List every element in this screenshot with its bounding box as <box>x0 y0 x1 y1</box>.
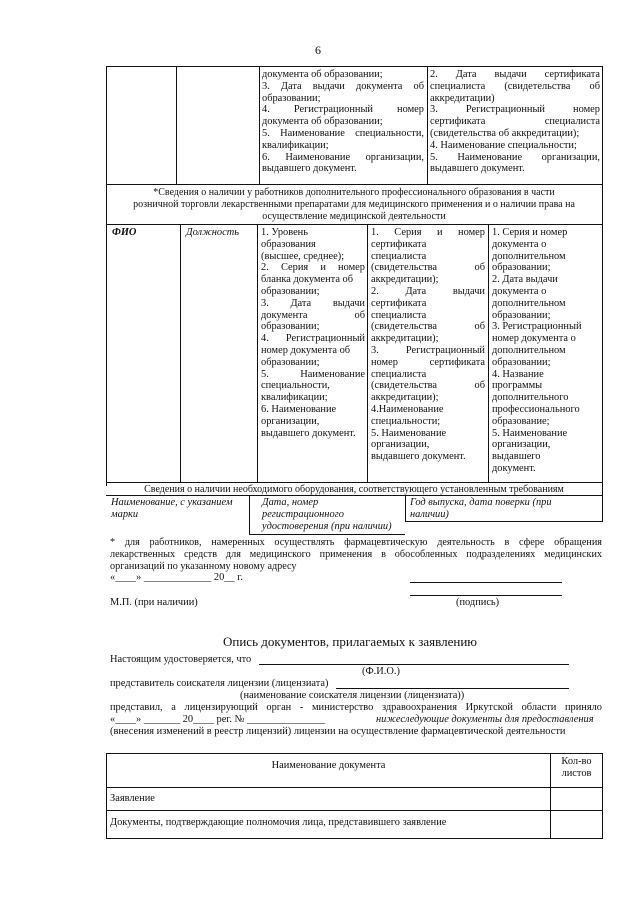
text-line: 3. Дата выдачи <box>261 297 365 309</box>
text-line: (свидетельства об <box>371 321 485 333</box>
text-line: номер документа об <box>261 344 351 356</box>
text-line: выдавшего документ. <box>371 451 466 463</box>
text-line: (свидетельства об <box>371 380 485 392</box>
text-line: образовании; <box>262 92 321 104</box>
top-table-col4 <box>430 69 600 175</box>
text-line: (свидетельства об <box>371 262 485 274</box>
equipment-section-title: Сведения о наличии необходимого оборудования, соответствующего установленным требованиям <box>144 484 564 495</box>
text-line: специалиста (свидетельства об <box>430 80 600 92</box>
applicant-name-field-line[interactable] <box>336 688 569 689</box>
text-line: листов <box>561 767 592 779</box>
text-line: аккредитации) <box>430 92 495 104</box>
text-line: документ. <box>492 462 536 474</box>
inventory-title: Опись документов, прилагаемых к заявлению <box>223 634 477 649</box>
text-line: организации, <box>371 439 430 451</box>
text-line: специальности; <box>371 415 441 427</box>
text-line: документа об <box>261 309 365 321</box>
text-line: организации, <box>261 415 320 427</box>
text-line: выдавшего документ. <box>261 427 356 439</box>
text-line: организаций по указанному новому адресу <box>110 560 297 572</box>
text-line: 3. Регистрационный <box>371 344 485 356</box>
text-line: документа об образовании; <box>262 116 383 128</box>
documents-for-label: нижеследующие документы для предоставления <box>376 714 594 725</box>
text-line: марки <box>111 508 139 520</box>
text-line: 3. Дата выдачи документа об <box>262 80 424 92</box>
text-line: наличии) <box>410 508 449 520</box>
text-line: квалификации; <box>261 392 328 404</box>
equipment-col-registration <box>262 497 392 532</box>
text-line: * для работников, намеренных осуществлять фармацевтическую деятельность в сфере обращения <box>110 537 602 548</box>
text-line: 5. Наименование <box>371 427 447 439</box>
text-line: осуществление медицинской деятельности <box>262 210 446 222</box>
text-line: 1. Серия и номер <box>492 227 568 238</box>
date-line: «____» _____________ 20__ г. <box>110 572 243 583</box>
text-line: 5. Наименование специальности, <box>262 127 424 139</box>
text-line: Год выпуска, дата поверки (при <box>410 497 552 508</box>
table-row: Документы, подтверждающие полномочия лица, представившего заявление <box>110 817 447 828</box>
text-line: 1. Уровень <box>261 227 308 238</box>
text-line: аккредитации); <box>371 274 439 286</box>
text-line: профессионального <box>492 403 580 415</box>
text-line: 4.Наименование <box>371 403 444 415</box>
fio-field-line[interactable] <box>259 664 569 665</box>
text-line: программы <box>492 380 543 392</box>
text-line: 4. Наименование специальности; <box>430 139 577 151</box>
col-position-header: Должность <box>186 227 239 238</box>
equipment-col-year <box>410 497 552 521</box>
text-line: документа об образовании; <box>262 69 383 80</box>
page-number: 6 <box>315 43 321 57</box>
fio-label: (Ф.И.О.) <box>362 666 400 677</box>
text-line: 5. Наименование <box>492 427 568 439</box>
text-line: дополнительном <box>492 250 566 262</box>
text-line: 2. Дата выдачи <box>492 274 558 286</box>
text-line: образовании; <box>261 285 320 297</box>
text-line: 3. Регистрационный номер <box>430 104 600 116</box>
text-line: номер сертификата <box>371 356 485 368</box>
text-line: 5. Наименование <box>261 368 365 380</box>
text-line: образования <box>261 238 316 250</box>
text-line: бланка документа об <box>261 274 354 286</box>
text-line: Наименование, с указанием <box>111 497 233 508</box>
text-line: Кол-во <box>561 756 592 767</box>
text-line: образовании; <box>261 356 320 368</box>
text-line: лекарственных средств для медицинского применения в обособленных подразделениях медицинских <box>110 548 602 560</box>
equipment-col-name <box>111 497 232 521</box>
dpo-section-title <box>108 187 600 222</box>
text-line: аккредитации); <box>371 392 439 404</box>
text-line: аккредитации); <box>371 333 439 345</box>
applicant-name-label: (наименование соискателя лицензии (лицензиата)) <box>240 690 465 701</box>
text-line: 3. Регистрационный <box>492 321 582 333</box>
text-line: дополнительном <box>492 344 566 356</box>
date-registration: «____» _______ 20____ рег. № _______________ <box>110 714 326 725</box>
representative-label: представитель соискателя лицензии (лицензиата) <box>110 678 329 689</box>
text-line: номер документа о <box>492 333 576 345</box>
text-line: регистрационного <box>262 508 344 520</box>
text-line: специалиста <box>371 309 427 321</box>
top-table-col3 <box>262 69 424 175</box>
text-line: 4. Регистрационный <box>261 333 365 345</box>
text-line: розничной торговли лекарственными препаратами для медицинского применения и о наличии права на <box>133 198 575 210</box>
text-line: специалиста <box>371 250 427 262</box>
text-line: представил, а лицензирующий орган - министерство здравоохранения Иркутской области приняло <box>110 702 602 713</box>
text-line: *Сведения о наличии у работников дополнительного профессионального образования в части <box>153 187 555 198</box>
text-line: (высшее, среднее); <box>261 250 345 262</box>
text-line: выдавшего документ. <box>262 163 357 175</box>
text-line: 6. Наименование организации, <box>262 151 424 163</box>
text-line: выдавшего документ. <box>430 163 525 175</box>
text-line: образование; <box>492 415 550 427</box>
text-line: 2. Серия и номер <box>261 262 365 274</box>
stamp-label: М.П. (при наличии) <box>110 597 198 608</box>
text-line: 5. Наименование организации, <box>430 151 600 163</box>
dpo-col5 <box>492 227 600 475</box>
text-line: (свидетельства об аккредитации); <box>430 127 580 139</box>
text-line: выдавшего <box>492 451 541 463</box>
text-line: сертификата <box>371 297 427 309</box>
text-line: удостоверения (при наличии) <box>262 520 392 532</box>
text-line: дополнительного <box>492 392 569 404</box>
dpo-col3 <box>261 227 365 439</box>
table-header-pages <box>551 756 602 780</box>
text-line: сертификата <box>371 238 427 250</box>
text-line: сертификата специалиста <box>430 116 600 128</box>
text-line: 1. Серия и номер <box>371 227 485 238</box>
table-header-document-name: Наименование документа <box>271 760 386 771</box>
text-line: специалиста <box>371 368 427 380</box>
text-line: образовании; <box>492 309 551 321</box>
text-line: Дата, номер <box>262 497 319 508</box>
presented-text <box>110 702 602 714</box>
text-line: 2. Дата выдачи <box>371 285 485 297</box>
text-line: образовании; <box>492 356 551 368</box>
text-line: 4. Регистрационный номер <box>262 104 424 116</box>
text-line: документа о <box>492 238 547 250</box>
text-line: дополнительном <box>492 297 566 309</box>
text-line: документа о <box>492 285 547 297</box>
license-end-line: (внесения изменений в реестр лицензий) лицензии на осуществление фармацевтической деятельности <box>110 726 566 737</box>
text-line: образовании; <box>261 321 320 333</box>
text-line: 2. Дата выдачи сертификата <box>430 69 600 80</box>
text-line: 6. Наименование <box>261 403 337 415</box>
signature-line <box>410 582 562 583</box>
col-fio-header: ФИО <box>112 227 137 238</box>
dpo-col4 <box>371 227 485 463</box>
text-line: организации, <box>492 439 551 451</box>
signature-label: (подпись) <box>456 597 500 608</box>
text-line: 4. Название <box>492 368 544 380</box>
text-line: квалификации; <box>262 139 329 151</box>
text-line: специальности, <box>261 380 330 392</box>
table-row: Заявление <box>110 793 155 804</box>
text-line: образовании; <box>492 262 551 274</box>
footnote <box>110 537 602 572</box>
certify-label: Настоящим удостоверяется, что <box>110 654 252 665</box>
